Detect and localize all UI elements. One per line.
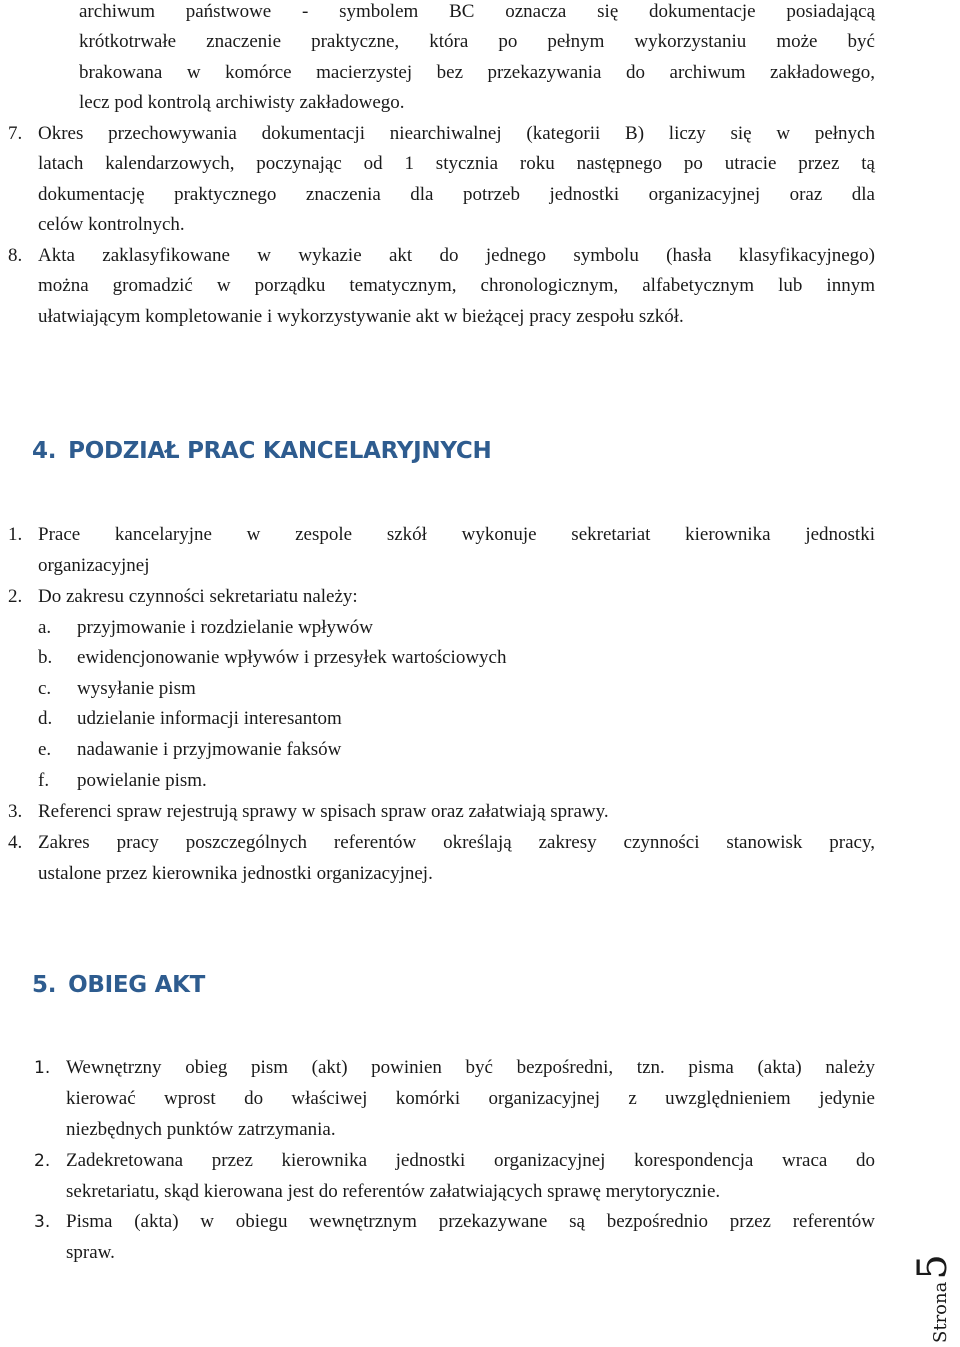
section-title: PODZIAŁ PRAC KANCELARYJNYCH <box>68 438 492 464</box>
list-item-line: latach kalendarzowych, poczynając od 1 stycznia roku następnego po utracie przez tą <box>38 153 875 174</box>
paragraph-line: krótkotrwałe znaczenie praktyczne, która po pełnym wykorzystaniu może być <box>79 31 875 52</box>
sub-item-text: wysyłanie pism <box>77 678 196 699</box>
paragraph-line: brakowana w komórce macierzystej bez przekazywania do archiwum zakładowego, <box>79 62 875 83</box>
paragraph-line: archiwum państwowe - symbolem BC oznacza się dokumentacje posiadającą <box>79 1 875 22</box>
list-item-number: 1. <box>8 524 23 545</box>
list-item-number: 2. <box>34 1151 51 1171</box>
section-heading <box>32 970 205 1000</box>
list-item-number: 3. <box>34 1212 51 1232</box>
list-item-line: ułatwiającym kompletowanie i wykorzystywanie akt w bieżącej pracy zespołu szkół. <box>38 306 684 327</box>
sub-item-letter: e. <box>38 739 52 760</box>
list-item-number: 2. <box>8 586 23 607</box>
list-item-line: ustalone przez kierownika jednostki organizacyjnej. <box>38 863 433 884</box>
list-item-line: Wewnętrzny obieg pism (akt) powinien być bezpośredni, tzn. pisma (akta) należy <box>66 1057 875 1078</box>
page-label: Strona <box>930 1281 951 1343</box>
page-footer-text <box>910 1254 956 1343</box>
list-item-line: Do zakresu czynności sekretariatu należy: <box>38 586 358 607</box>
list-item-number: 3. <box>8 801 23 822</box>
list-item-line: spraw. <box>66 1242 115 1263</box>
paragraph-line: lecz pod kontrolą archiwisty zakładowego. <box>79 92 405 113</box>
sub-item-text: ewidencjonowanie wpływów i przesyłek wartościowych <box>77 647 507 668</box>
list-item-number: 7. <box>8 123 23 144</box>
section-number: 4. <box>32 438 57 464</box>
list-item-line: dokumentację praktycznego znaczenia dla potrzeb jednostki organizacyjnej oraz dla <box>38 184 875 205</box>
page-footer <box>910 1253 956 1343</box>
list-item-line: Zadekretowana przez kierownika jednostki organizacyjnej korespondencja wraca do <box>66 1150 875 1171</box>
sub-item-text: powielanie pism. <box>77 770 207 791</box>
sub-item-letter: d. <box>38 708 53 729</box>
sub-item-text: nadawanie i przyjmowanie faksów <box>77 739 342 760</box>
sub-item-letter: b. <box>38 647 53 668</box>
list-item-line: sekretariatu, skąd kierowana jest do referentów załatwiających sprawę merytorycznie. <box>66 1181 721 1202</box>
list-item-line: można gromadzić w porządku tematycznym, chronologicznym, alfabetycznym lub innym <box>38 275 875 296</box>
list-item-number: 8. <box>8 245 23 266</box>
section-number: 5. <box>32 972 57 998</box>
sub-item-text: przyjmowanie i rozdzielanie wpływów <box>77 617 373 638</box>
sub-item-letter: a. <box>38 617 52 638</box>
list-item-number: 1. <box>34 1058 51 1078</box>
sub-item-letter: c. <box>38 678 52 699</box>
list-item-line: kierować wprost do właściwej komórki organizacyjnej z uwzględnieniem jedynie <box>66 1088 875 1109</box>
list-item-line: niezbędnych punktów zatrzymania. <box>66 1119 336 1140</box>
list-item-line: Zakres pracy poszczególnych referentów określają zakresy czynności stanowisk pracy, <box>38 832 875 853</box>
list-item-line: Akta zaklasyfikowane w wykazie akt do jednego symbolu (hasła klasyfikacyjnego) <box>38 245 875 266</box>
list-item-line: organizacyjnej <box>38 555 150 576</box>
list-item-line: Okres przechowywania dokumentacji niearchiwalnej (kategorii B) liczy się w pełnych <box>38 123 875 144</box>
list-item-line: Prace kancelaryjne w zespole szkół wykonuje sekretariat kierownika jednostki <box>38 524 875 545</box>
page-number: 5 <box>910 1254 956 1280</box>
list-item-line: celów kontrolnych. <box>38 214 185 235</box>
sub-item-letter: f. <box>38 770 50 791</box>
section-heading <box>32 436 491 466</box>
sub-item-text: udzielanie informacji interesantom <box>77 708 342 729</box>
list-item-number: 4. <box>8 832 23 853</box>
list-item-line: Pisma (akta) w obiegu wewnętrznym przekazywane są bezpośrednio przez referentów <box>66 1211 875 1232</box>
list-item-line: Referenci spraw rejestrują sprawy w spisach spraw oraz załatwiają sprawy. <box>38 801 609 822</box>
section-title: OBIEG AKT <box>68 972 206 998</box>
